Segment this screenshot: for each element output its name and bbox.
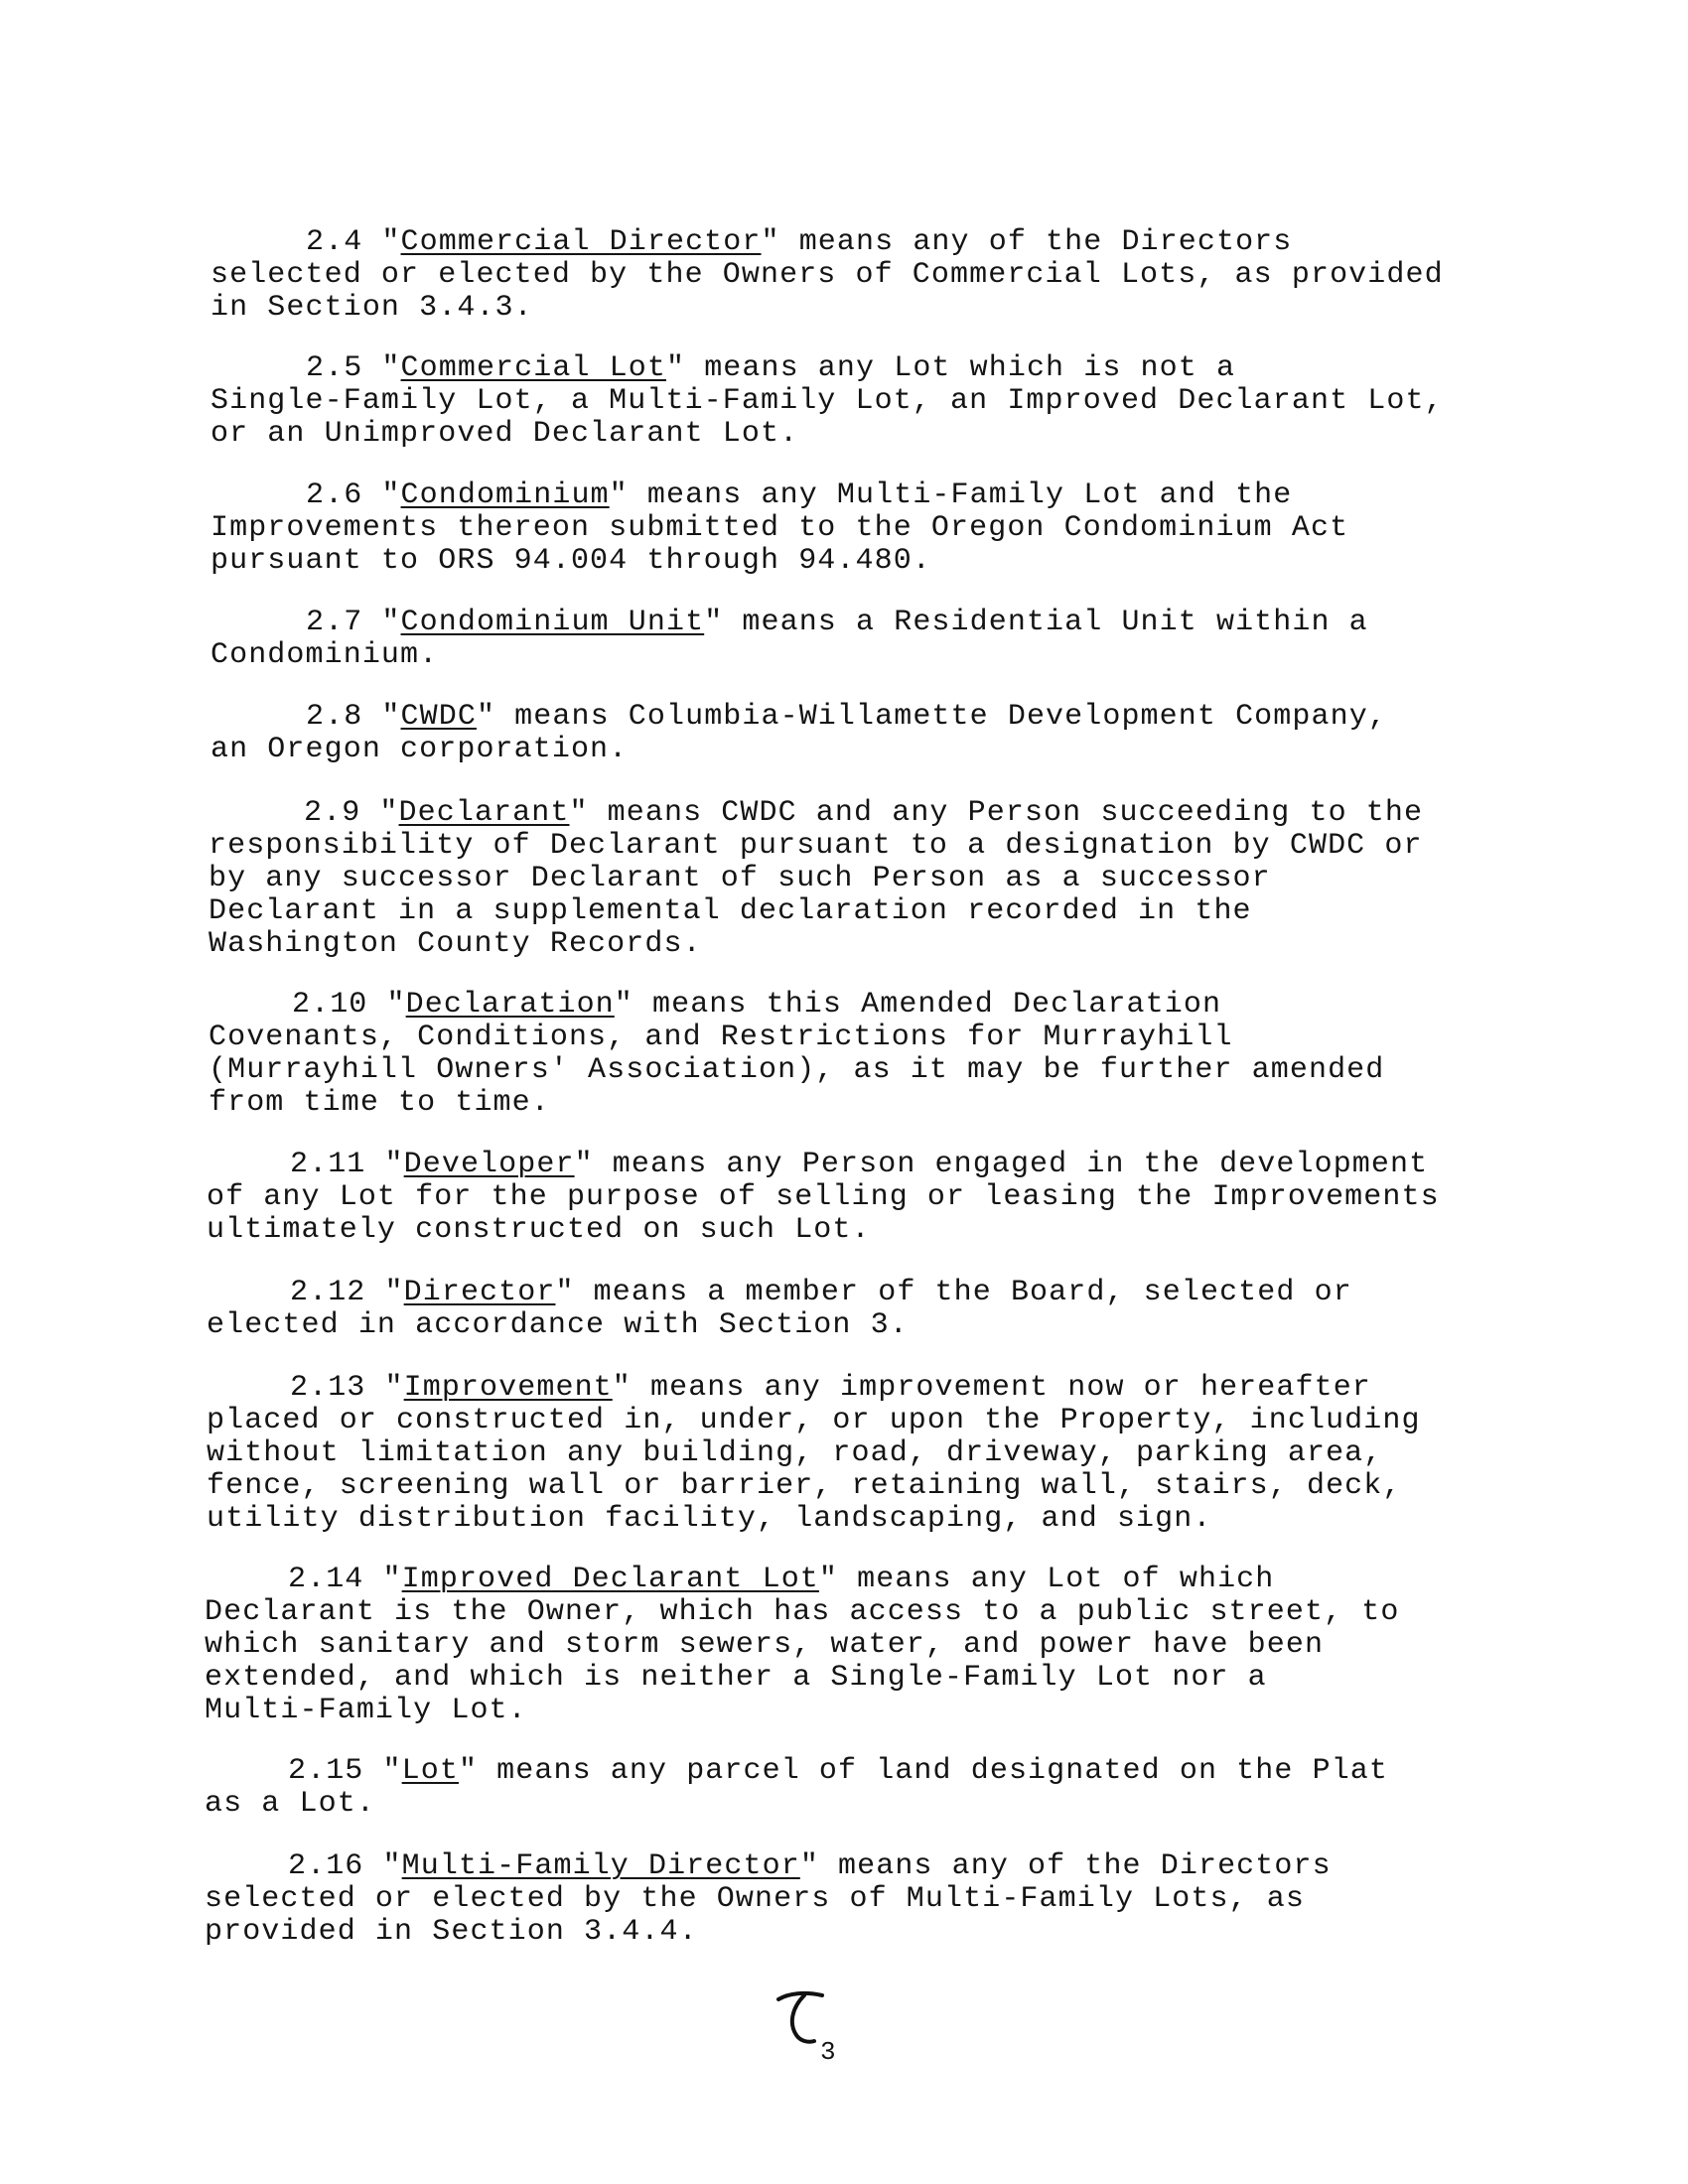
definition-number: 2.14 <box>288 1563 364 1596</box>
definition-2-16: 2.16 "Multi-Family Director" means any of the Directors selected or elected by the Owners of Multi-Family Lots, as provided in Section 3.4.4. <box>205 1849 1332 1949</box>
definition-2-5: 2.5 "Commercial Lot" means any Lot which is not a Single-Family Lot, a Multi-Family Lot, an Improved Declarant Lot, or an Unimproved Declarant Lot. <box>211 351 1444 451</box>
definition-continuation: Declarant is the Owner, which has access to a public street, to which sanitary and storm sewers, water, and power have been extended, and which is neither a Single-Family Lot nor a Multi-Family Lot. <box>205 1595 1400 1727</box>
definition-number: 2.15 <box>288 1754 364 1788</box>
definition-term: Improved Declarant Lot <box>401 1563 819 1596</box>
definition-continuation: an Oregon corporation. <box>211 733 629 766</box>
definition-line1: " means any of the Directors <box>799 1849 1332 1883</box>
definition-line1: " means CWDC and any Person succeeding to the <box>569 796 1424 830</box>
definition-2-9: 2.9 "Declarant" means CWDC and any Person succeeding to the responsibility of Declarant pursuant to a designation by CWDC or by any successor Declarant of such Person as a successor Declarant in a supplemental declaration recorded in the Washington County Records. <box>209 796 1424 961</box>
definition-2-12: 2.12 "Director" means a member of the Board, selected or elected in accordance with Section 3. <box>207 1276 1352 1342</box>
definition-continuation: responsibility of Declarant pursuant to a designation by CWDC or by any successor Declarant of such Person as a successor Declarant in a supplemental declaration recorded in the Washington County Records. <box>209 829 1423 961</box>
definition-continuation: selected or elected by the Owners of Multi-Family Lots, as provided in Section 3.4.4. <box>205 1882 1305 1949</box>
definition-line1: " means any Multi-Family Lot and the <box>609 478 1293 512</box>
definition-line1: " means Columbia-Willamette Development Company, <box>476 700 1387 734</box>
definition-2-10: 2.10 "Declaration" means this Amended Declaration Covenants, Conditions, and Restrictions for Murrayhill (Murrayhill Owners' Association), as it may be further amended from time to time. <box>209 988 1385 1120</box>
definition-line1: " means a Residential Unit within a <box>704 606 1368 639</box>
definition-continuation: as a Lot. <box>205 1787 375 1821</box>
definition-number: 2.9 <box>304 796 361 830</box>
definition-continuation: Single-Family Lot, a Multi-Family Lot, an Improved Declarant Lot, or an Unimproved Declarant Lot. <box>211 384 1444 451</box>
definition-continuation: selected or elected by the Owners of Commercial Lots, as provided in Section 3.4.3. <box>211 258 1444 325</box>
definition-term: Commercial Lot <box>400 351 666 385</box>
definition-line1: " means any parcel of land designated on the Plat <box>458 1754 1388 1788</box>
definition-2-8: 2.8 "CWDC" means Columbia-Willamette Development Company, an Oregon corporation. <box>211 700 1387 766</box>
definition-term: Developer <box>403 1148 575 1181</box>
definition-term: Improvement <box>403 1371 613 1405</box>
definition-line1: " means any Person engaged in the development <box>574 1148 1429 1181</box>
definition-continuation: Condominium. <box>211 638 439 672</box>
definition-2-7: 2.7 "Condominium Unit" means a Residential Unit within a Condominium. <box>211 606 1368 672</box>
definition-number: 2.16 <box>288 1849 364 1883</box>
definition-term: Director <box>403 1276 556 1309</box>
definition-number: 2.4 <box>306 225 363 259</box>
definition-line1: " means this Amended Declaration <box>614 988 1222 1022</box>
definition-line1: " means any of the Directors <box>761 225 1293 259</box>
definition-number: 2.7 <box>306 606 363 639</box>
definition-term: CWDC <box>400 700 477 734</box>
definition-continuation: elected in accordance with Section 3. <box>207 1308 909 1342</box>
definition-term: Multi-Family Director <box>401 1849 800 1883</box>
definition-continuation: placed or constructed in, under, or upon the Property, including without limitation any building, road, driveway, parking area, fence, screening wall or barrier, retaining wall, stairs, deck, utility distribution facility, landscaping, and sign. <box>207 1404 1421 1536</box>
definition-term: Commercial Director <box>400 225 762 259</box>
definition-number: 2.12 <box>290 1276 366 1309</box>
definition-line1: " means a member of the Board, selected or <box>555 1276 1352 1309</box>
definition-line1: " means any Lot of which <box>818 1563 1275 1596</box>
page-number: 3 <box>820 2037 836 2067</box>
definition-2-11: 2.11 "Developer" means any Person engaged in the development of any Lot for the purpose of selling or leasing the Improvements ultimately constructed on such Lot. <box>207 1148 1440 1247</box>
definition-number: 2.8 <box>306 700 363 734</box>
definition-continuation: Improvements thereon submitted to the Oregon Condominium Act pursuant to ORS 94.004 through 94.480. <box>211 511 1349 578</box>
definition-continuation: Covenants, Conditions, and Restrictions for Murrayhill (Murrayhill Owners' Association), as it may be further amended from time to time. <box>209 1021 1385 1120</box>
definition-line1: " means any Lot which is not a <box>665 351 1236 385</box>
definition-term: Condominium Unit <box>400 606 705 639</box>
definition-continuation: of any Lot for the purpose of selling or leasing the Improvements ultimately constructed on such Lot. <box>207 1180 1440 1247</box>
definition-2-4: 2.4 "Commercial Director" means any of the Directors selected or elected by the Owners of Commercial Lots, as provided in Section 3.4.3. <box>211 225 1444 325</box>
definition-2-6: 2.6 "Condominium" means any Multi-Family Lot and the Improvements thereon submitted to the Oregon Condominium Act pursuant to ORS 94.004 through 94.480. <box>211 478 1349 578</box>
definition-2-13: 2.13 "Improvement" means any improvement now or hereafter placed or constructed in, under, or upon the Property, including without limitation any building, road, driveway, parking area, fence, screening wall or barrier, retaining wall, stairs, deck, utility distribution facility, landscaping, and sign. <box>207 1371 1421 1536</box>
definition-term: Declarant <box>398 796 570 830</box>
definition-term: Declaration <box>405 988 615 1022</box>
definition-number: 2.11 <box>290 1148 366 1181</box>
definition-term: Lot <box>401 1754 459 1788</box>
definition-number: 2.13 <box>290 1371 366 1405</box>
definition-2-14: 2.14 "Improved Declarant Lot" means any Lot of which Declarant is the Owner, which has access to a public street, to which sanitary and storm sewers, water, and power have been extended, and which is neither a Single-Family Lot nor a Multi-Family Lot. <box>205 1563 1400 1727</box>
definition-number: 2.6 <box>306 478 363 512</box>
definition-term: Condominium <box>400 478 610 512</box>
definition-line1: " means any improvement now or hereafter <box>612 1371 1371 1405</box>
definition-number: 2.5 <box>306 351 363 385</box>
definition-number: 2.10 <box>292 988 368 1022</box>
definition-2-15: 2.15 "Lot" means any parcel of land designated on the Plat as a Lot. <box>205 1754 1388 1821</box>
